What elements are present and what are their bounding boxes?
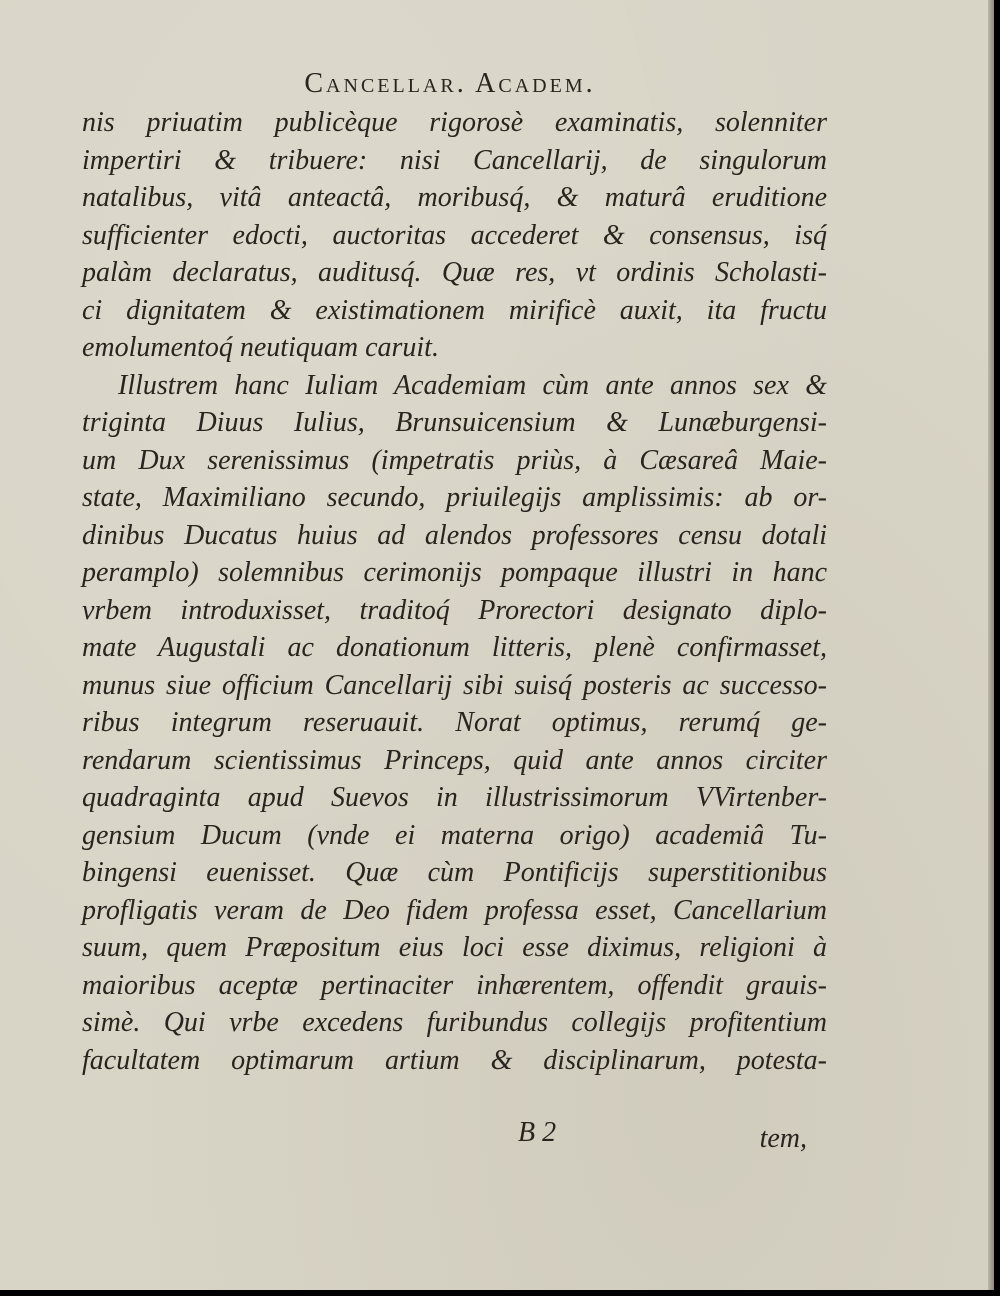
text-line: sufficienter edocti, auctoritas accederet & consensus, isq́ (82, 219, 827, 251)
text-line: facultatem optimarum artium & disciplinarum, potesta- (82, 1044, 827, 1076)
page-footer (82, 1117, 827, 1157)
running-head: Cancellar. Academ. (304, 68, 596, 99)
text-line: rendarum scientissimus Princeps, quid ante annos circiter (82, 744, 827, 776)
text-line: gensium Ducum (vnde ei materna origo) academiâ Tu- (82, 819, 827, 851)
text-line: profligatis veram de Deo fidem professa esset, Cancellarium (82, 894, 827, 926)
text-line: um Dux serenissimus (impetratis priùs, à Cæsareâ Maie- (82, 444, 827, 476)
text-line: impertiri & tribuere: nisi Cancellarij, de singulorum (82, 144, 827, 176)
text-line: quadraginta apud Suevos in illustrissimorum VVirtenber- (82, 782, 827, 813)
text-line: state, Maximiliano secundo, priuilegijs amplissimis: ab or- (82, 482, 827, 513)
text-line: dinibus Ducatus huius ad alendos professores censu dotali (82, 519, 827, 551)
text-line: triginta Diuus Iulius, Brunsuicensium & Lunæburgensi- (82, 407, 827, 438)
text-line: mate Augustali ac donationum litteris, plenè confirmasset, (82, 632, 827, 663)
text-line: emolumentoq́ neutiquam caruit. (82, 332, 439, 363)
text-line: peramplo) solemnibus cerimonijs pompaque illustri in hanc (82, 557, 827, 588)
text-line: ci dignitatem & existimationem mirificè auxit, ita fructu (82, 294, 827, 326)
body-text (82, 104, 827, 1079)
text-line: vrbem introduxisset, traditoq́ Prorectori designato diplo- (82, 594, 827, 626)
text-line: ribus integrum reseruauit. Norat optimus, rerumq́ ge- (82, 707, 827, 738)
text-line: natalibus, vitâ anteactâ, moribusq́, & maturâ eruditione (82, 182, 827, 213)
text-line: bingensi euenisset. Quæ cùm Pontificijs superstitionibus (82, 857, 827, 888)
text-line: palàm declaratus, auditusq́. Quæ res, vt ordinis Scholasti- (82, 257, 827, 288)
catchword: tem, (759, 1123, 807, 1154)
text-line: Illustrem hanc Iuliam Academiam cùm ante annos sex & (118, 369, 827, 401)
text-line: simè. Qui vrbe excedens furibundus collegijs profitentium (82, 1007, 827, 1038)
text-line: munus siue officium Cancellarij sibi suisq́ posteris ac successo- (82, 669, 827, 701)
signature-mark: B 2 (518, 1117, 557, 1148)
text-line: suum, quem Præpositum eius loci esse diximus, religioni à (82, 932, 827, 963)
page-edge (988, 0, 994, 1290)
text-line: nis priuatim publicèque rigorosè examinatis, solenniter (82, 107, 827, 138)
text-line: maioribus aceptæ pertinaciter inhærentem, offendit grauis- (82, 969, 827, 1001)
